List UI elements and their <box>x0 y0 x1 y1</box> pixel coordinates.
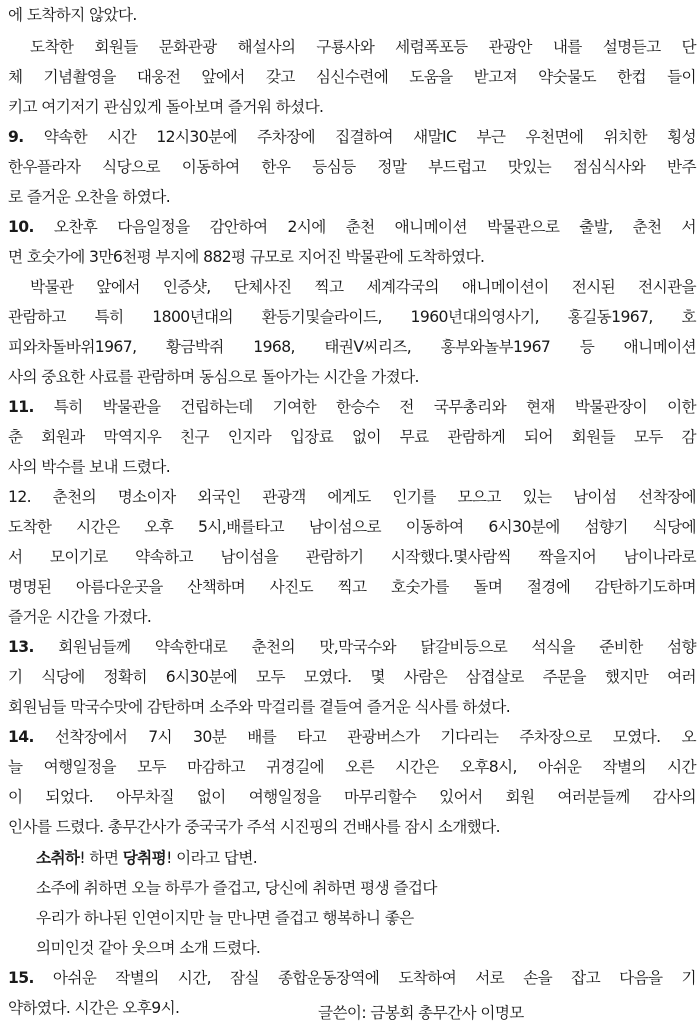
text-line: 한우플라자 식당으로 이동하여 한우 등심등 정말 부드럽고 맛있는 점심식사와 반주 <box>8 158 696 176</box>
text-line: 11. 특히 박물관을 건립하는데 기여한 한승수 전 국무총리와 현재 박물관장이 이한 <box>8 398 697 416</box>
text-line: 박물관 앞에서 인증샷, 단체사진 찍고 세계각국의 애니메이션이 전시된 전시관을 <box>30 278 696 296</box>
item-number: 11. <box>8 398 34 416</box>
text-line: 우리가 하나된 인연이지만 늘 만나면 즐겁고 행복하니 좋은 <box>36 909 414 927</box>
text-line: 회원님들 막국수맛에 감탄하며 소주와 막걸리를 곁들여 즐거운 식사를 하셨다. <box>8 698 511 716</box>
text-line: 늘 여행일정을 모두 마감하고 귀경길에 오른 시간은 오후8시, 아쉬운 작별의 시간 <box>8 758 696 776</box>
text-line: 서 모이기로 약속하고 남이섬을 관람하기 시작했다.몇사람씩 짝을지어 남이나라로 <box>8 548 696 566</box>
text-line: 15. 아쉬운 작별의 시간, 잠실 종합운동장역에 도착하여 서로 손을 잡고 다음을 기 <box>8 969 697 987</box>
item-number: 15. <box>8 969 34 987</box>
text-line: 즐거운 시간을 가졌다. <box>8 608 152 626</box>
text-line: 13. 회원님들께 약속한대로 춘천의 맛,막국수와 닭갈비등으로 석식을 준비한 섬향 <box>8 638 696 656</box>
item-number: 13. <box>8 638 34 656</box>
text-line: 14. 선착장에서 7시 30분 배를 타고 관광버스가 기다리는 주차장으로 모였다. 오 <box>8 728 696 746</box>
text-line: 피와차돌바위1967, 황금박쥐 1968, 태권V씨리즈, 홍부와놀부1967 등 애니메이션 <box>8 338 696 356</box>
text-line: 10. 오찬후 다음일정을 감안하여 2시에 춘천 애니메이션 박물관으로 출발, 춘천 서 <box>8 218 696 236</box>
text-line: 이 되었다. 아무차질 없이 여행일정을 마무리할수 있어서 회원 여러분들께 감사의 <box>8 788 696 806</box>
text-line: 12. 춘천의 명소이자 외국인 관광객 에게도 인기를 모으고 있는 남이섬 선착장에 <box>8 488 696 506</box>
text-line: 약하였다. 시간은 오후9시. <box>8 999 180 1017</box>
toast-line: 소취하! 하면 당취평! 이라고 답변. <box>36 849 258 867</box>
text-line: 명명된 아름다운곳을 산책하며 사진도 찍고 호숫가를 돌며 절경에 감탄하기도하며 <box>8 578 696 596</box>
toast-phrase: 소취하 <box>36 849 80 867</box>
text-line: 의미인것 같아 웃으며 소개 드렸다. <box>36 939 261 957</box>
text-line: 체 기념촬영을 대웅전 앞에서 갖고 심신수련에 도움을 받고져 약숫물도 한컵 들이 <box>8 68 696 86</box>
text-line: 사의 박수를 보내 드렸다. <box>8 458 171 476</box>
text-line: 9. 약속한 시간 12시30분에 주차장에 집결하여 새말IC 부근 우천면에 위치한 횡성 <box>8 128 696 146</box>
text-line: 인사를 드렸다. 총무간사가 중국국가 주석 시진핑의 건배사를 잠시 소개했다. <box>8 818 500 836</box>
text-line: 키고 여기저기 관심있게 돌아보며 즐거워 하셨다. <box>8 98 324 116</box>
text-line: 사의 중요한 사료를 관람하며 동심으로 돌아가는 시간을 가졌다. <box>8 368 419 386</box>
text-line: 도착한 회원들 문화관광 해설사의 구룡사와 세렴폭포등 관광안 내를 설명듣고 단 <box>30 38 696 56</box>
text-line: 소주에 취하면 오늘 하루가 즐겁고, 당신에 취하면 평생 즐겁다 <box>36 879 437 897</box>
text-line: 면 호숫가에 3만6천평 부지에 882평 규모로 지어진 박물관에 도착하였다. <box>8 248 485 266</box>
text-line: 관람하고 특히 1800년대의 환등기및슬라이드, 1960년대의영사기, 홍길동1967, 호 <box>8 308 696 326</box>
signature: 글쓴이: 금봉회 총무간사 이명모 <box>318 1004 524 1022</box>
item-number: 9. <box>8 128 24 146</box>
text-line: 에 도착하지 않았다. <box>8 6 137 24</box>
text-line: 기 식당에 정확히 6시30분에 모두 모였다. 몇 사람은 삼겹살로 주문을 했지만 여러 <box>8 668 696 686</box>
item-number: 14. <box>8 728 34 746</box>
text-line: 춘 회원과 막역지우 친구 인지라 입장료 없이 무료 관람하게 되어 회원들 모두 감 <box>8 428 696 446</box>
item-number: 10. <box>8 218 34 236</box>
text-line: 도착한 시간은 오후 5시,배를타고 남이섬으로 이동하여 6시30분에 섬향기 식당에 <box>8 518 696 536</box>
toast-phrase: 당취평 <box>122 849 167 867</box>
text-line: 로 즐거운 오찬을 하였다. <box>8 188 171 206</box>
